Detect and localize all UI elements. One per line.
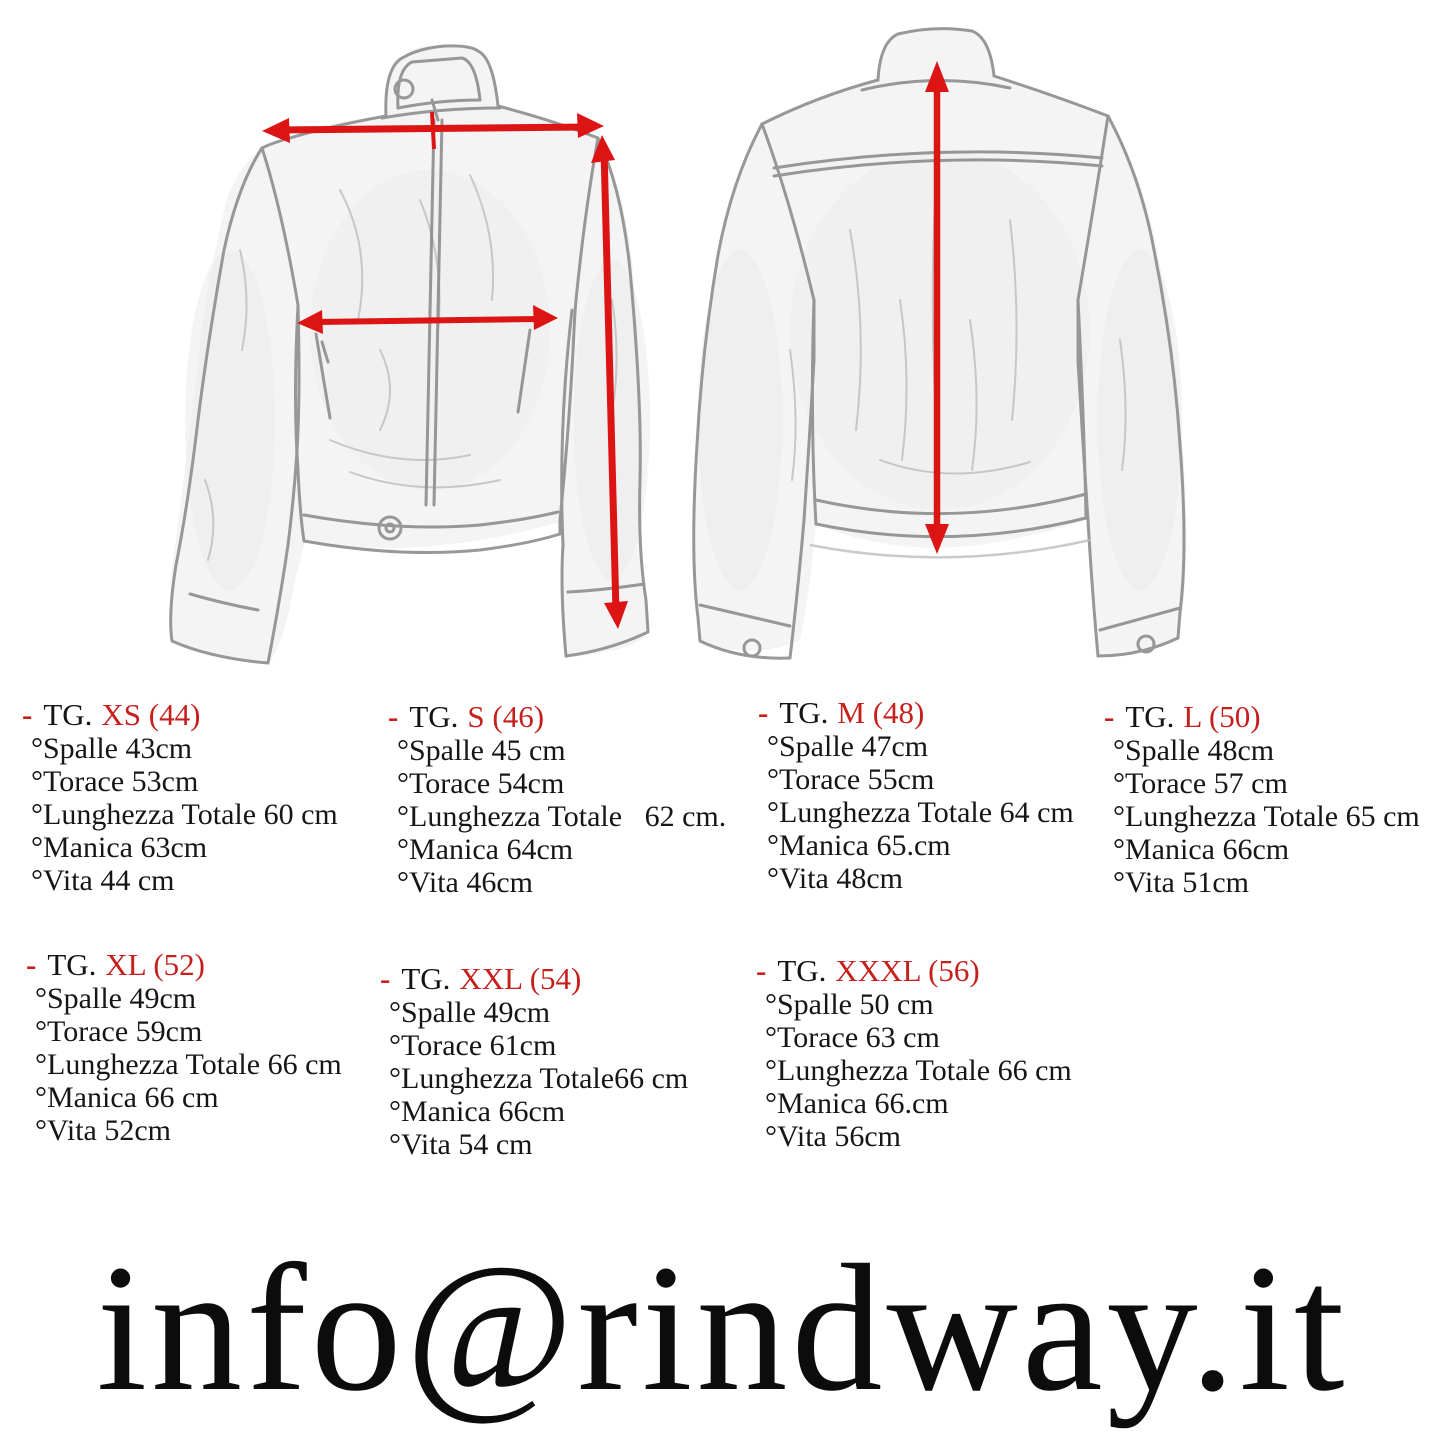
measurement-lines (756, 988, 1072, 1153)
measurement-line: °Vita 54 cm (389, 1128, 533, 1161)
measurement-line: °Vita 48cm (767, 862, 903, 895)
measurement-line: °Spalle 49cm (389, 996, 551, 1029)
measurement-line: °Lunghezza Totale 62 cm. (397, 800, 727, 833)
jacket-back-sketch (694, 29, 1187, 659)
measurement-line: °Torace 63 cm (765, 1021, 940, 1054)
measurement-line: °Manica 66cm (389, 1095, 566, 1128)
contact-email: info@rindway.it (96, 1228, 1349, 1429)
size-value: M (48) (837, 695, 925, 730)
size-dash: - (380, 961, 391, 996)
size-header (380, 962, 688, 996)
size-block (380, 962, 688, 1161)
size-tg-label: TG. (43, 697, 93, 732)
size-value: S (46) (467, 699, 545, 734)
size-tg-label: TG. (777, 953, 827, 988)
size-value: XXL (54) (459, 961, 582, 996)
measurement-line: °Spalle 50 cm (765, 988, 934, 1021)
size-dash: - (26, 947, 37, 982)
measurement-line: °Manica 66 cm (35, 1081, 219, 1114)
size-dash: - (1104, 699, 1115, 734)
size-value: XL (52) (105, 947, 205, 982)
measurement-lines (388, 734, 726, 899)
measurement-line: °Lunghezza Totale 64 cm (767, 796, 1074, 829)
measurement-lines (22, 732, 338, 897)
measurement-line: °Vita 44 cm (31, 864, 175, 897)
measurement-line: °Vita 56cm (765, 1120, 901, 1153)
size-dash: - (22, 697, 33, 732)
measurement-line: °Spalle 48cm (1113, 734, 1275, 767)
size-value: L (50) (1183, 699, 1261, 734)
measurement-line: °Lunghezza Totale66 cm (389, 1062, 689, 1095)
jacket-diagrams (0, 0, 1445, 690)
size-block (1104, 700, 1420, 899)
size-block (26, 948, 342, 1147)
measurement-line: °Torace 55cm (767, 763, 935, 796)
size-header (1104, 700, 1420, 734)
measurement-line: °Manica 66cm (1113, 833, 1290, 866)
measurement-line: °Lunghezza Totale 60 cm (31, 798, 338, 831)
size-block (758, 696, 1074, 895)
measurement-lines (1104, 734, 1420, 899)
measurement-line: °Vita 51cm (1113, 866, 1249, 899)
size-dash: - (388, 699, 399, 734)
measurement-line: °Lunghezza Totale 65 cm (1113, 800, 1420, 833)
size-block (756, 954, 1072, 1153)
size-header (758, 696, 1074, 730)
size-header (388, 700, 726, 734)
size-tg-label: TG. (47, 947, 97, 982)
measurement-line: °Spalle 45 cm (397, 734, 566, 767)
size-header (26, 948, 342, 982)
measurement-line: °Manica 64cm (397, 833, 574, 866)
size-tg-label: TG. (401, 961, 451, 996)
measurement-line: °Vita 46cm (397, 866, 533, 899)
size-value: XS (44) (101, 697, 201, 732)
measurement-line: °Torace 57 cm (1113, 767, 1288, 800)
measurement-lines (26, 982, 342, 1147)
size-tg-label: TG. (779, 695, 829, 730)
measurement-line: °Torace 53cm (31, 765, 199, 798)
size-block (388, 700, 726, 899)
size-header (756, 954, 1072, 988)
jacket-front-sketch (170, 45, 650, 663)
measurement-line: °Manica 66.cm (765, 1087, 949, 1120)
size-block (22, 698, 338, 897)
measurement-line: °Torace 54cm (397, 767, 565, 800)
size-tg-label: TG. (409, 699, 459, 734)
measurement-line: °Lunghezza Totale 66 cm (35, 1048, 342, 1081)
measurement-lines (758, 730, 1074, 895)
measurement-line: °Lunghezza Totale 66 cm (765, 1054, 1072, 1087)
size-dash: - (758, 695, 769, 730)
measurement-lines (380, 996, 688, 1161)
size-header (22, 698, 338, 732)
measurement-line: °Manica 63cm (31, 831, 208, 864)
measurement-line: °Manica 65.cm (767, 829, 951, 862)
size-tg-label: TG. (1125, 699, 1175, 734)
size-value: XXXL (56) (835, 953, 980, 988)
measurement-line: °Spalle 43cm (31, 732, 193, 765)
measurement-line: °Vita 52cm (35, 1114, 171, 1147)
size-dash: - (756, 953, 767, 988)
measurement-line: °Spalle 49cm (35, 982, 197, 1015)
measurement-line: °Torace 61cm (389, 1029, 557, 1062)
measurement-line: °Spalle 47cm (767, 730, 929, 763)
measurement-line: °Torace 59cm (35, 1015, 203, 1048)
